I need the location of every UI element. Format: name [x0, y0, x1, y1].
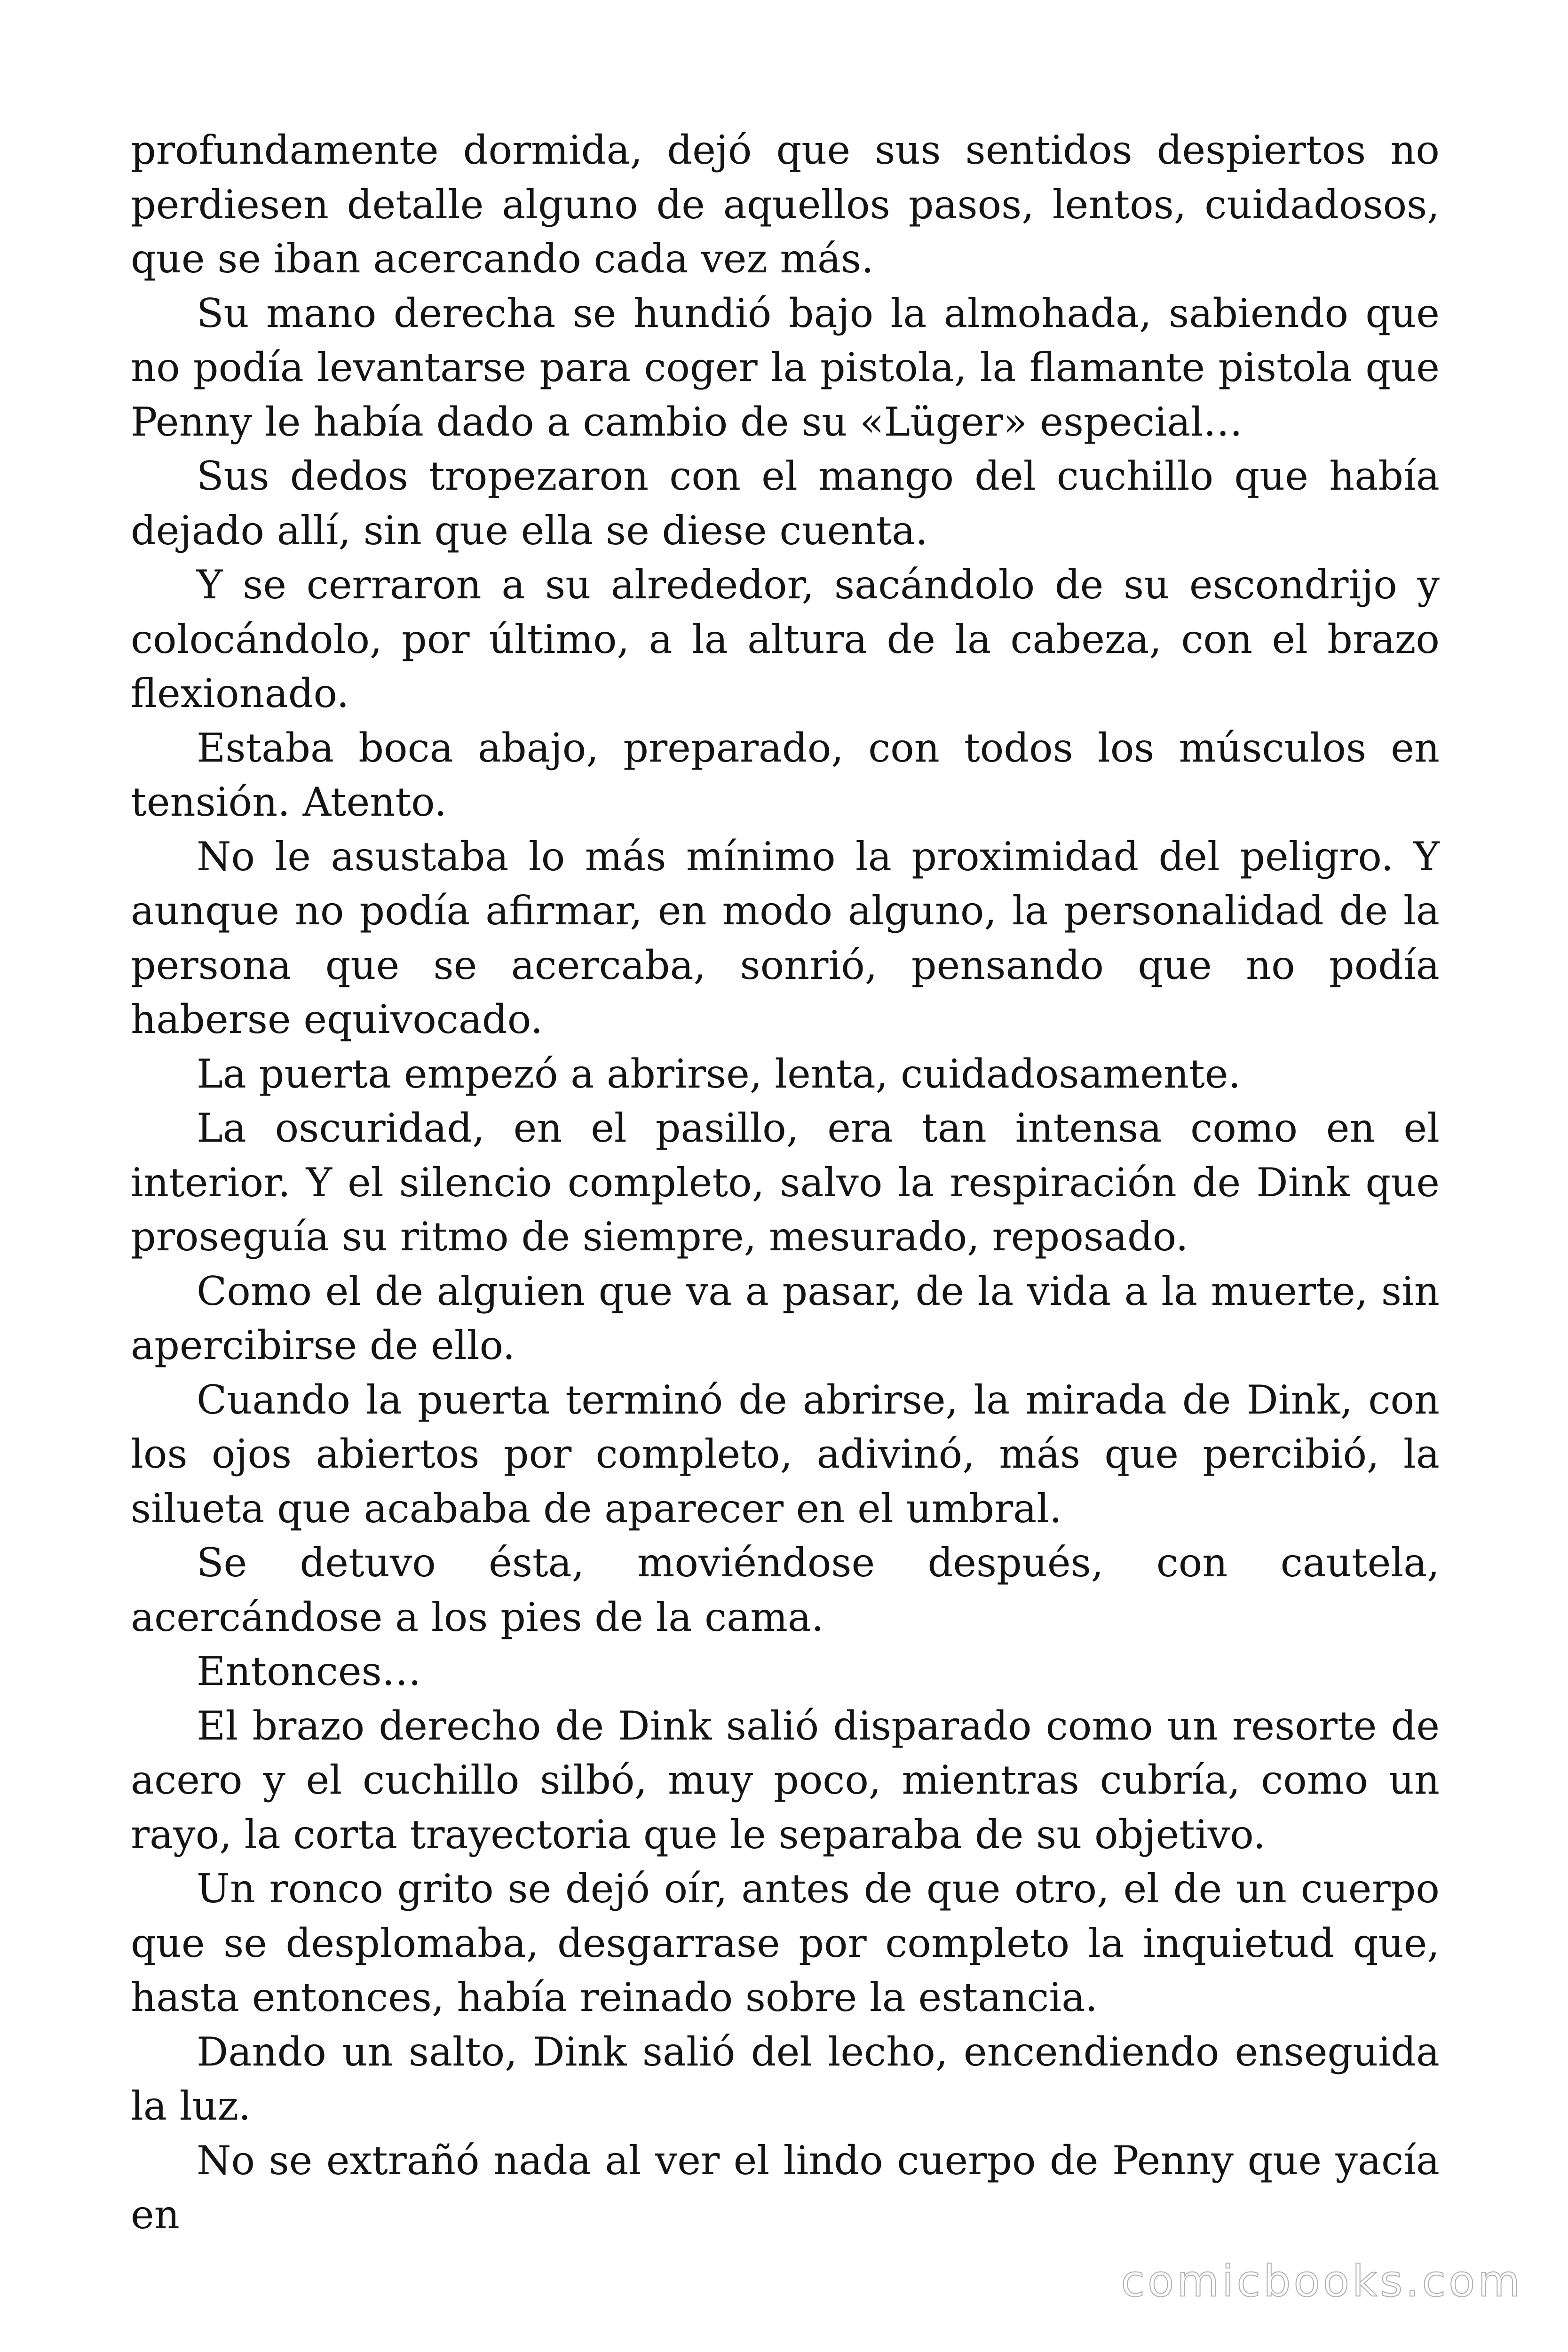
text-body [131, 123, 1440, 2242]
paragraph-1: profundamente dormida, dejó que sus sentidos despiertos no perdiesen detalle alguno de aquellos pasos, lentos, cuidadosos, que se iban acercando cada vez más. [131, 127, 1440, 282]
paragraph-15: Dando un salto, Dink salió del lecho, encendiendo enseguida la luz. [131, 2028, 1440, 2129]
paragraph-8: La oscuridad, en el pasillo, era tan intensa como en el interior. Y el silencio completo, salvo la respiración de Dink que proseguía su ritmo de siempre, mesurado, reposado. [131, 1105, 1440, 1260]
paragraph-2: Su mano derecha se hundió bajo la almohada, sabiendo que no podía levantarse para coger la pistola, la flamante pistola que Penny le había dado a cambio de su «Lüger» especial… [131, 290, 1440, 445]
paragraph-14: Un ronco grito se dejó oír, antes de que otro, el de un cuerpo que se desplomaba, desgarrase por completo la inquietud que, hasta entonces, había reinado sobre la estancia. [131, 1866, 1440, 2020]
paragraph-3: Sus dedos tropezaron con el mango del cuchillo que había dejado allí, sin que ella se diese cuenta. [131, 453, 1440, 554]
paragraph-11: Se detuvo ésta, moviéndose después, con cautela, acercándose a los pies de la cama. [131, 1540, 1440, 1640]
paragraph-13: El brazo derecho de Dink salió disparado como un resorte de acero y el cuchillo silbó, muy poco, mientras cubría, como un rayo, la corta trayectoria que le separaba de su objetivo. [131, 1702, 1440, 1858]
paragraph-5: Estaba boca abajo, preparado, con todos los músculos en tensión. Atento. [131, 724, 1440, 825]
paragraph-16: No se extrañó nada al ver el lindo cuerpo de Penny que yacía en [131, 2137, 1440, 2238]
paragraph-10: Cuando la puerta terminó de abrirse, la mirada de Dink, con los ojos abiertos por completo, adivinó, más que percibió, la silueta que acababa de aparecer en el umbral. [131, 1376, 1440, 1532]
paragraph-12: Entonces… [197, 1648, 421, 1694]
paragraph-6: No le asustaba lo más mínimo la proximidad del peligro. Y aunque no podía afirmar, en modo alguno, la personalidad de la persona que se acercaba, sonrió, pensando que no podía haberse equivocado. [131, 833, 1440, 1042]
paragraph-4: Y se cerraron a su alrededor, sacándolo de su escondrijo y colocándolo, por último, a la altura de la cabeza, con el brazo flexionado. [131, 562, 1440, 716]
watermark: comicbooks.com [1121, 2256, 1523, 2306]
paragraph-7: La puerta empezó a abrirse, lenta, cuidadosamente. [197, 1050, 1241, 1097]
paragraph-9: Como el de alguien que va a pasar, de la vida a la muerte, sin apercibirse de ello. [131, 1268, 1440, 1368]
